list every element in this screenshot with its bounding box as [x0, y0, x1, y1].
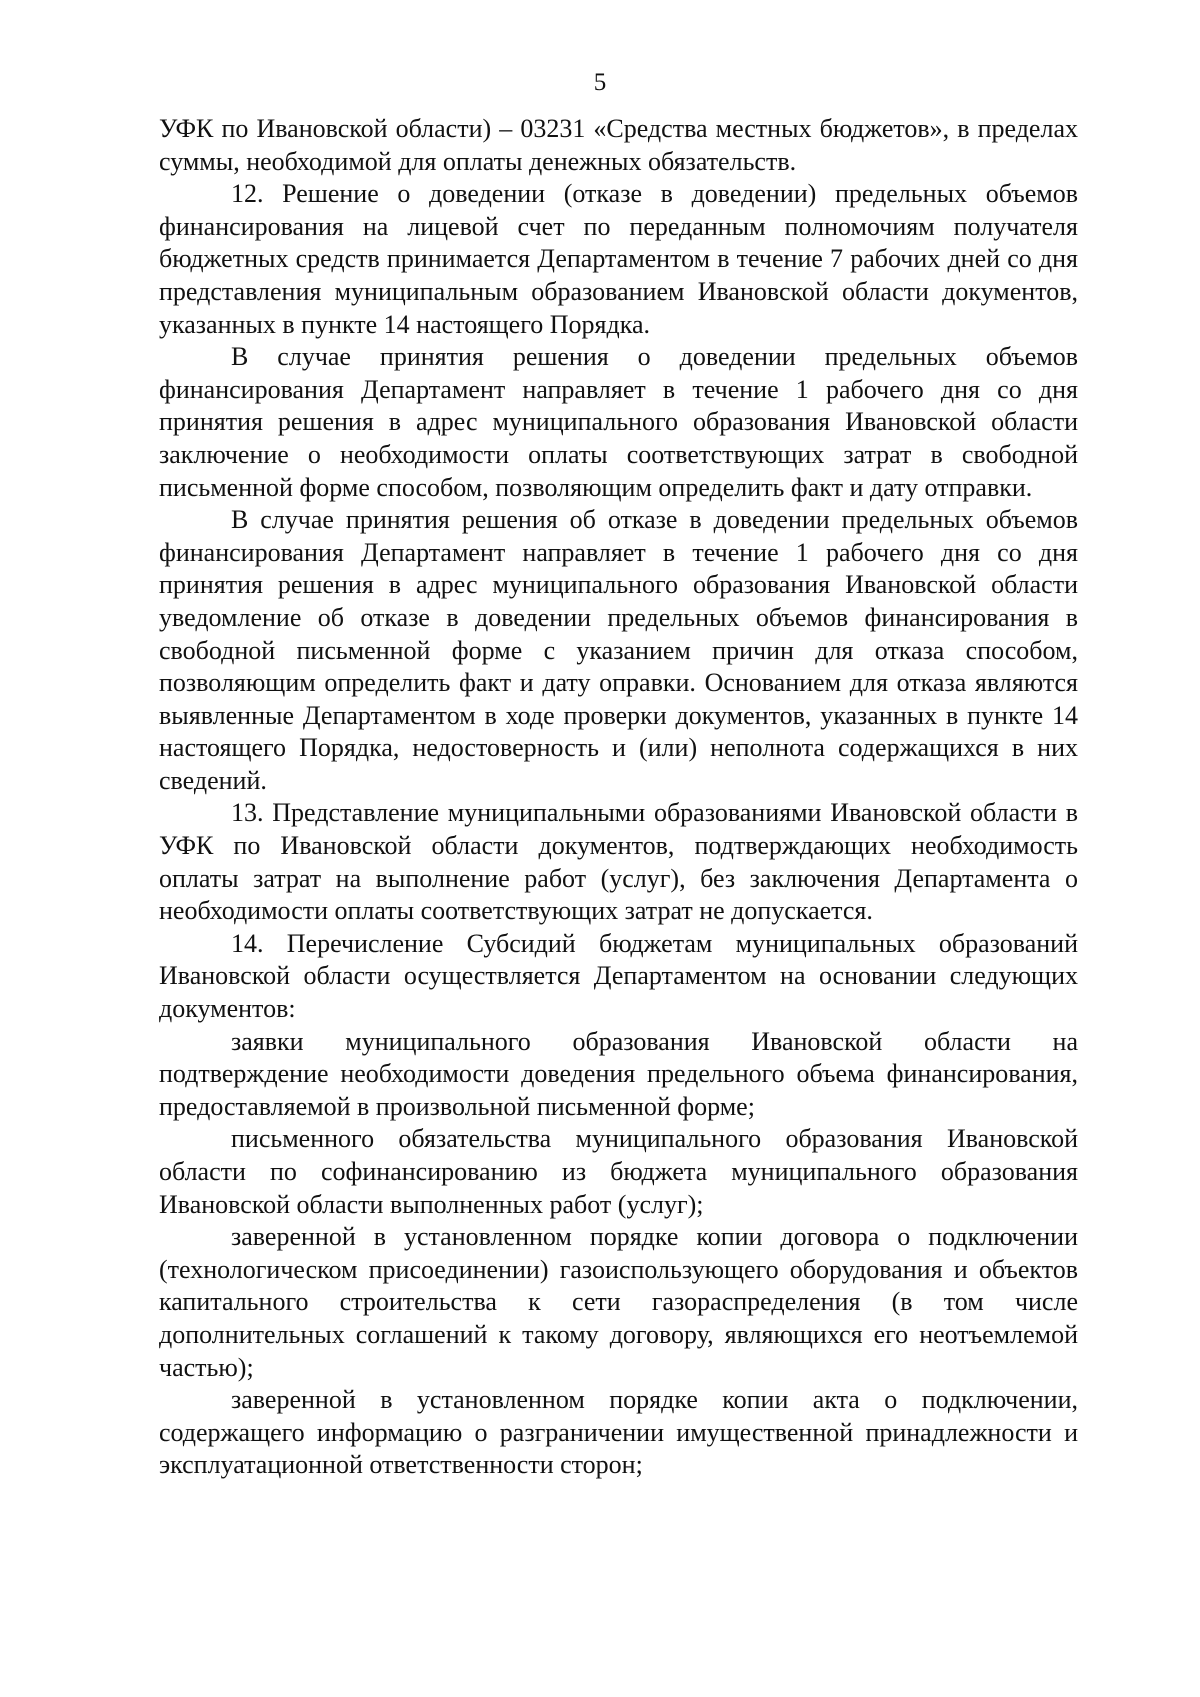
list-item-application: заявки муниципального образования Ивановской области на подтверждение необходимости доведения предельного объема финансирования, предоставляемой в произвольной письменной форме;: [159, 1026, 1078, 1121]
list-item-contract-copy: заверенной в установленном порядке копии договора о подключении (технологическом присоединении) газоиспользующего оборудования и объектов капитального строительства к сети газораспределения (в том числе дополнительных соглашений к такому договору, являющихся его неотъемлемой частью);: [159, 1222, 1078, 1382]
page-number: 5: [593, 69, 607, 96]
document-body: [159, 113, 1078, 1482]
paragraph-refusal-case: В случае принятия решения об отказе в доведении предельных объемов финансирования Департамент направляет в течение 1 рабочего дня со дня принятия решения в адрес муниципального образования Ивановской области уведомление об отказе в доведении предельных объемов финансирования в свободной письменной форме с указанием причин для отказа способом, позволяющим определить факт и дату оправки. Основанием для отказа являются выявленные Департаментом в ходе проверки документов, указанных в пункте 14 настоящего Порядка, недостоверность и (или) неполнота содержащихся в них сведений.: [159, 505, 1078, 795]
list-item-act-copy: заверенной в установленном порядке копии акта о подключении, содержащего информацию о разграничении имущественной принадлежности и эксплуатационной ответственности сторон;: [159, 1385, 1078, 1480]
paragraph-continuation: УФК по Ивановской области) – 03231 «Средства местных бюджетов», в пределах суммы, необходимой для оплаты денежных обязательств.: [159, 114, 1078, 176]
list-item-obligation: письменного обязательства муниципального образования Ивановской области по софинансированию из бюджета муниципального образования Ивановской области выполненных работ (услуг);: [159, 1124, 1078, 1219]
paragraph-item-13: 13. Представление муниципальными образованиями Ивановской области в УФК по Ивановской области документов, подтверждающих необходимость оплаты затрат на выполнение работ (услуг), без заключения Департамента о необходимости оплаты соответствующих затрат не допускается.: [159, 798, 1078, 926]
paragraph-item-14: 14. Перечисление Субсидий бюджетам муниципальных образований Ивановской области осуществляется Департаментом на основании следующих документов:: [159, 928, 1078, 1024]
paragraph-item-12: 12. Решение о доведении (отказе в доведении) предельных объемов финансирования на лицевой счет по переданным полномочиям получателя бюджетных средств принимается Департаментом в течение 7 рабочих дней со дня представления муниципальным образованием Ивановской области документов, указанных в пункте 14 настоящего Порядка.: [159, 179, 1078, 339]
paragraph-approval-case: В случае принятия решения о доведении предельных объемов финансирования Департамент направляет в течение 1 рабочего дня со дня принятия решения в адрес муниципального образования Ивановской области заключение о необходимости оплаты соответствующих затрат в свободной письменной форме способом, позволяющим определить факт и дату отправки.: [159, 342, 1078, 502]
